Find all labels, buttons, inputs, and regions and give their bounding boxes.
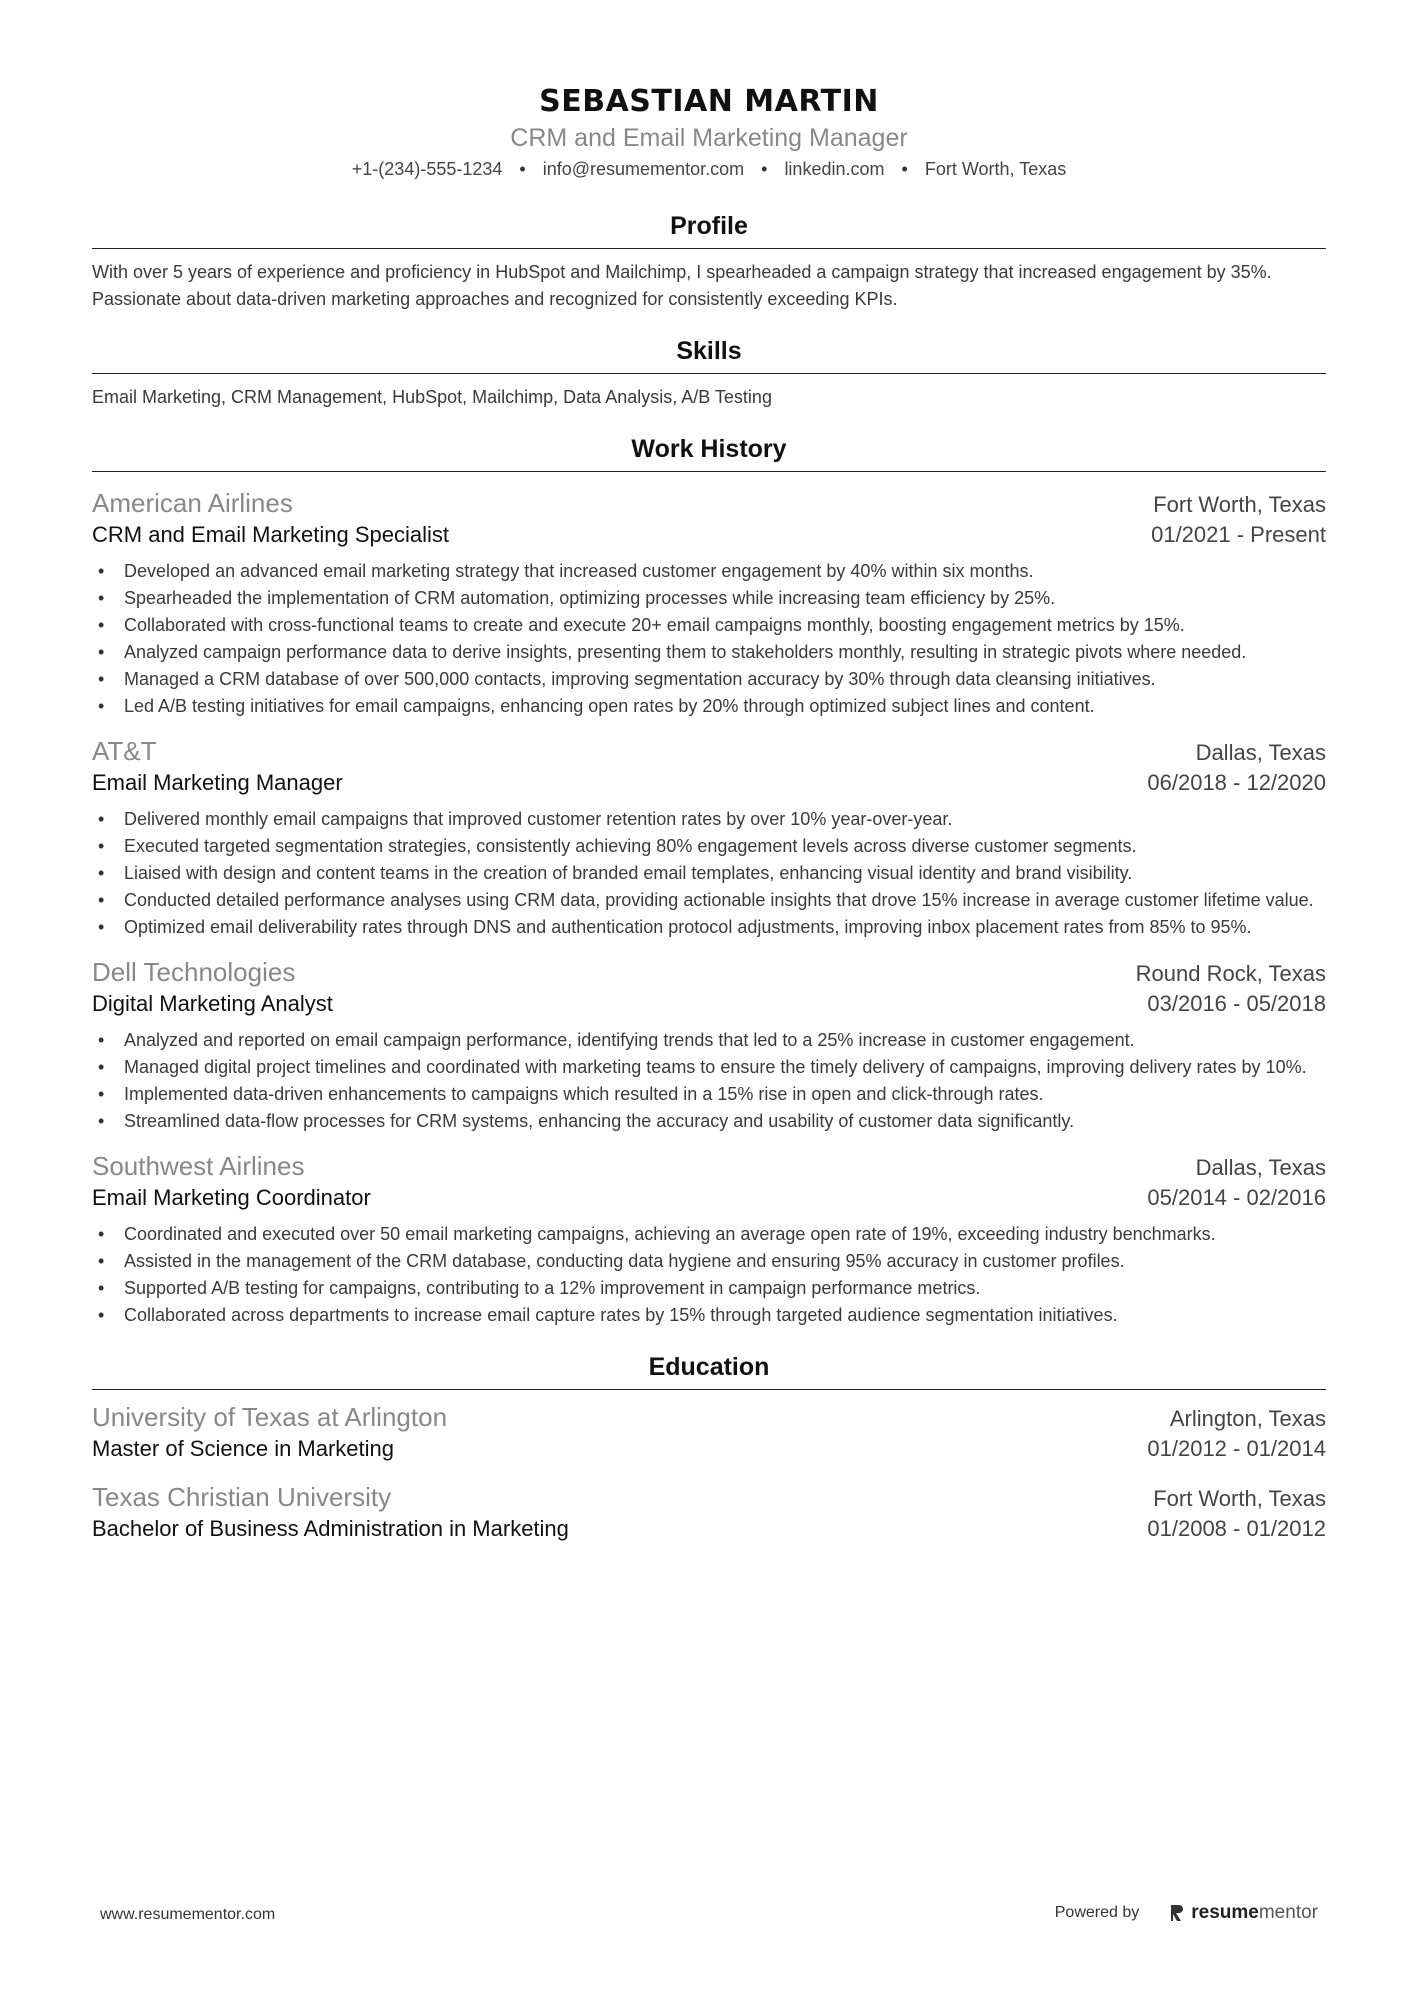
job-company: Southwest Airlines [92,1151,305,1181]
powered-by-label: Powered by [1054,1904,1140,1921]
brand-text-light: mentor [1258,1902,1318,1923]
education-degree: Master of Science in Marketing [92,1436,395,1461]
job-role: Email Marketing Manager [92,770,343,795]
job-bullet: • Led A/B testing initiatives for email campaigns, enhancing open rates by 20% through optimized subject lines and content. [92,693,1326,720]
contact-separator: • [519,159,526,179]
section-heading-work-history: Work History [631,435,787,463]
job-bullets [92,806,1326,941]
job-location: Dallas, Texas [1195,740,1326,765]
resume-page [92,0,1326,1544]
job-location: Dallas, Texas [1195,1155,1326,1180]
job-role: Digital Marketing Analyst [92,991,333,1016]
job-entry [92,1149,1326,1329]
footer-branding [1055,1902,1318,1924]
job-bullet: • Managed a CRM database of over 500,000 contacts, improving segmentation accuracy by 30% through data cleansing initiatives. [92,666,1326,693]
education-school: Texas Christian University [92,1482,392,1512]
skills-section [92,335,1326,411]
job-bullet: • Coordinated and executed over 50 email marketing campaigns, achieving an average open rate of 19%, exceeding industry benchmarks. [92,1221,1326,1248]
job-bullet: • Liaised with design and content teams in the creation of branded email templates, enhancing visual identity and brand visibility. [92,860,1326,887]
resumementor-brand[interactable] [1169,1902,1318,1924]
job-company: AT&T [92,736,157,766]
section-heading-education: Education [648,1353,770,1381]
brand-text-bold: resume [1191,1902,1259,1923]
job-company: American Airlines [92,488,293,518]
job-bullet: • Developed an advanced email marketing strategy that increased customer engagement by 40% within six months. [92,558,1326,585]
job-bullet: • Streamlined data-flow processes for CRM systems, enhancing the accuracy and usability of customer data significantly. [92,1108,1326,1135]
contact-line [92,156,1326,182]
skills-text: Email Marketing, CRM Management, HubSpot, Mailchimp, Data Analysis, A/B Testing [92,387,772,407]
contact-phone: +1-(234)-555-1234 [351,159,503,179]
candidate-name: SEBASTIAN MARTIN [539,84,879,119]
job-bullets [92,1027,1326,1135]
contact-separator: • [761,159,768,179]
contact-separator: • [901,159,908,179]
education-entry [92,1400,1326,1464]
job-entry [92,734,1326,941]
education-location: Arlington, Texas [1169,1406,1326,1431]
section-divider [92,1389,1326,1390]
job-bullet: • Analyzed campaign performance data to derive insights, presenting them to stakeholders monthly, resulting in strategic pivots where needed. [92,639,1326,666]
job-bullet: • Assisted in the management of the CRM database, conducting data hygiene and ensuring 95% accuracy in customer profiles. [92,1248,1326,1275]
job-bullet: • Supported A/B testing for campaigns, contributing to a 12% improvement in campaign performance metrics. [92,1275,1326,1302]
education-entry [92,1480,1326,1544]
work-history-section [92,433,1326,1329]
education-location: Fort Worth, Texas [1153,1486,1326,1511]
job-location: Round Rock, Texas [1135,961,1326,986]
job-dates: 06/2018 - 12/2020 [1147,770,1326,795]
section-divider [92,373,1326,374]
contact-linkedin[interactable]: linkedin.com [784,159,885,179]
section-heading-profile: Profile [670,212,748,240]
candidate-title: CRM and Email Marketing Manager [510,124,908,152]
job-dates: 03/2016 - 05/2018 [1147,991,1326,1016]
job-role: Email Marketing Coordinator [92,1185,371,1210]
job-bullet: • Optimized email deliverability rates through DNS and authentication protocol adjustments, improving inbox placement rates from 85% to 95%. [92,914,1326,941]
job-bullet: • Collaborated with cross-functional teams to create and execute 20+ email campaigns monthly, boosting engagement metrics by 15%. [92,612,1326,639]
resumementor-logo-icon [1169,1903,1185,1923]
job-bullet: • Implemented data-driven enhancements to campaigns which resulted in a 15% rise in open and click-through rates. [92,1081,1326,1108]
section-divider [92,248,1326,249]
job-bullet: • Spearheaded the implementation of CRM automation, optimizing processes while increasing team efficiency by 25%. [92,585,1326,612]
job-bullet: • Delivered monthly email campaigns that improved customer retention rates by over 10% year-over-year. [92,806,1326,833]
education-section [92,1351,1326,1544]
job-entry [92,955,1326,1135]
resume-header [92,0,1326,182]
job-dates: 05/2014 - 02/2016 [1147,1185,1326,1210]
education-dates: 01/2012 - 01/2014 [1147,1436,1326,1461]
profile-text: With over 5 years of experience and proficiency in HubSpot and Mailchimp, I spearheaded a campaign strategy that increased engagement by 35%. Passionate about data-driven marketing approaches and recognized for consistently exceeding KPIs. [92,262,1272,309]
job-bullets [92,558,1326,720]
job-role: CRM and Email Marketing Specialist [92,522,450,547]
job-bullet: • Analyzed and reported on email campaign performance, identifying trends that led to a 25% increase in customer engagement. [92,1027,1326,1054]
contact-location: Fort Worth, Texas [924,159,1067,179]
job-location: Fort Worth, Texas [1153,492,1326,517]
education-degree: Bachelor of Business Administration in Marketing [92,1516,569,1541]
education-dates: 01/2008 - 01/2012 [1147,1516,1326,1541]
footer-website-link[interactable]: www.resumementor.com [100,1906,276,1923]
education-school: University of Texas at Arlington [92,1402,448,1432]
job-company: Dell Technologies [92,957,296,987]
job-bullet: • Managed digital project timelines and coordinated with marketing teams to ensure the timely delivery of campaigns, improving delivery rates by 10%. [92,1054,1326,1081]
job-entry [92,486,1326,720]
section-heading-skills: Skills [676,337,742,365]
job-bullet: • Collaborated across departments to increase email capture rates by 15% through targeted audience segmentation initiatives. [92,1302,1326,1329]
job-bullets [92,1221,1326,1329]
contact-email[interactable]: info@resumementor.com [542,159,745,179]
job-dates: 01/2021 - Present [1151,522,1326,547]
job-bullet: • Executed targeted segmentation strategies, consistently achieving 80% engagement levels across diverse customer segments. [92,833,1326,860]
section-divider [92,471,1326,472]
profile-section [92,210,1326,313]
job-bullet: • Conducted detailed performance analyses using CRM data, providing actionable insights that drove 15% increase in average customer lifetime value. [92,887,1326,914]
